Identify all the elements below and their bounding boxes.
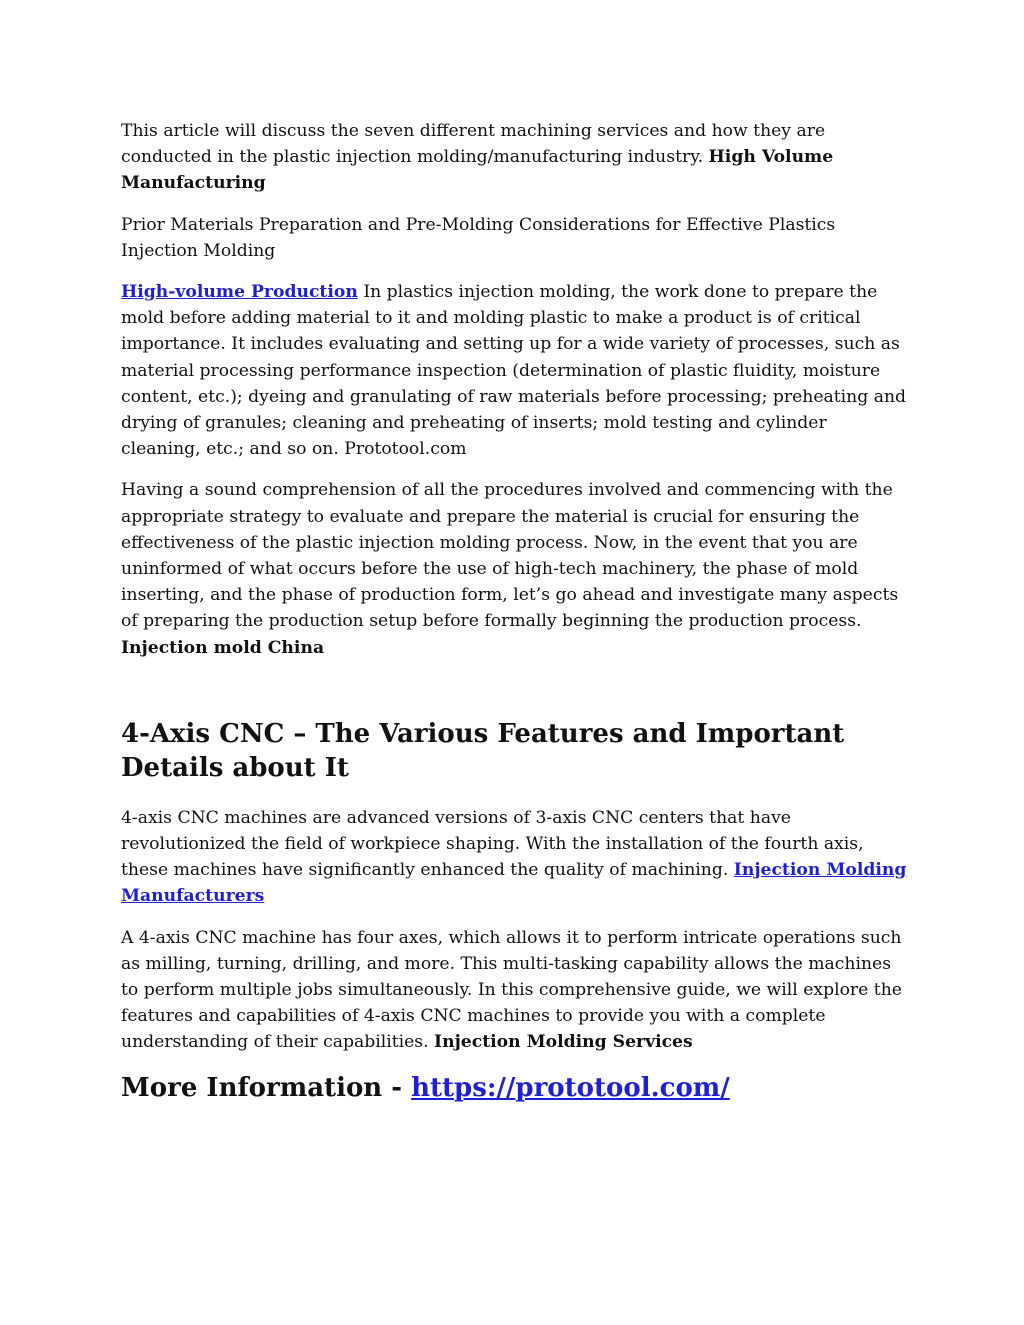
section-heading: 4-Axis CNC – The Various Features and Important Details about It [121,718,845,783]
procedures-bold-keyword: Injection mold China [121,637,325,658]
high-volume-production-link[interactable]: High-volume Production [121,282,358,303]
injection-molding-manufacturers-link[interactable]: Injection Molding Manufacturers [121,860,907,907]
document-page [121,118,911,1105]
procedures-paragraph [121,477,911,660]
intro-text: This article will discuss the seven different machining services and how they are conducted in the plastic injection molding/manufacturing industry. [121,121,826,168]
cnc-intro-text: 4-axis CNC machines are advanced versions of 3-axis CNC centers that have revolutionized the field of workpiece shaping. With the installation of the fourth axis, these machines have significantly enhanced the quality of machining. [121,807,864,881]
cnc-axes-paragraph [121,925,911,1056]
intro-bold-keyword: High Volume Manufacturing [121,147,834,194]
materials-preparation-paragraph [121,212,911,264]
high-volume-text: In plastics injection molding, the work done to prepare the mold before adding material to it and molding plastic to make a product is of critical importance. It includes evaluating and setting up for a wide variety of processes, such as material processing performance inspection (determination of plastic fluidity, moisture content, etc.); dyeing and granulating of raw materials before processing; preheating and drying of granules; cleaning and preheating of inserts; mold testing and cylinder cleaning, etc.; and so on. Prototool.com [121,282,907,460]
cnc-axes-text: A 4-axis CNC machine has four axes, which allows it to perform intricate operations such as milling, turning, drilling, and more. This multi-tasking capability allows the machines to perform multiple jobs simultaneously. In this comprehensive guide, we will explore the features and capabilities of 4-axis CNC machines to provide you with a complete understanding of their capabilities. [121,927,902,1053]
intro-paragraph [121,118,911,197]
prototool-website-link[interactable]: https://prototool.com/ [411,1072,730,1103]
procedures-text: Having a sound comprehension of all the procedures involved and commencing with the appropriate strategy to evaluate and prepare the material is crucial for ensuring the effectiveness of the plastic injection molding process. Now, in the event that you are uninformed of what occurs before the use of high-tech machinery, the phase of mold inserting, and the phase of production form, let’s go ahead and investigate many aspects of preparing the production setup before formally beginning the production process. [121,480,899,632]
materials-preparation-text: Prior Materials Preparation and Pre-Molding Considerations for Effective Plastics Injection Molding [121,214,836,261]
more-information-heading [121,1071,911,1105]
cnc-axes-bold-keyword: Injection Molding Services [434,1032,693,1053]
more-information-label: More Information - [121,1072,412,1103]
cnc-intro-paragraph [121,805,911,910]
high-volume-paragraph [121,279,911,462]
